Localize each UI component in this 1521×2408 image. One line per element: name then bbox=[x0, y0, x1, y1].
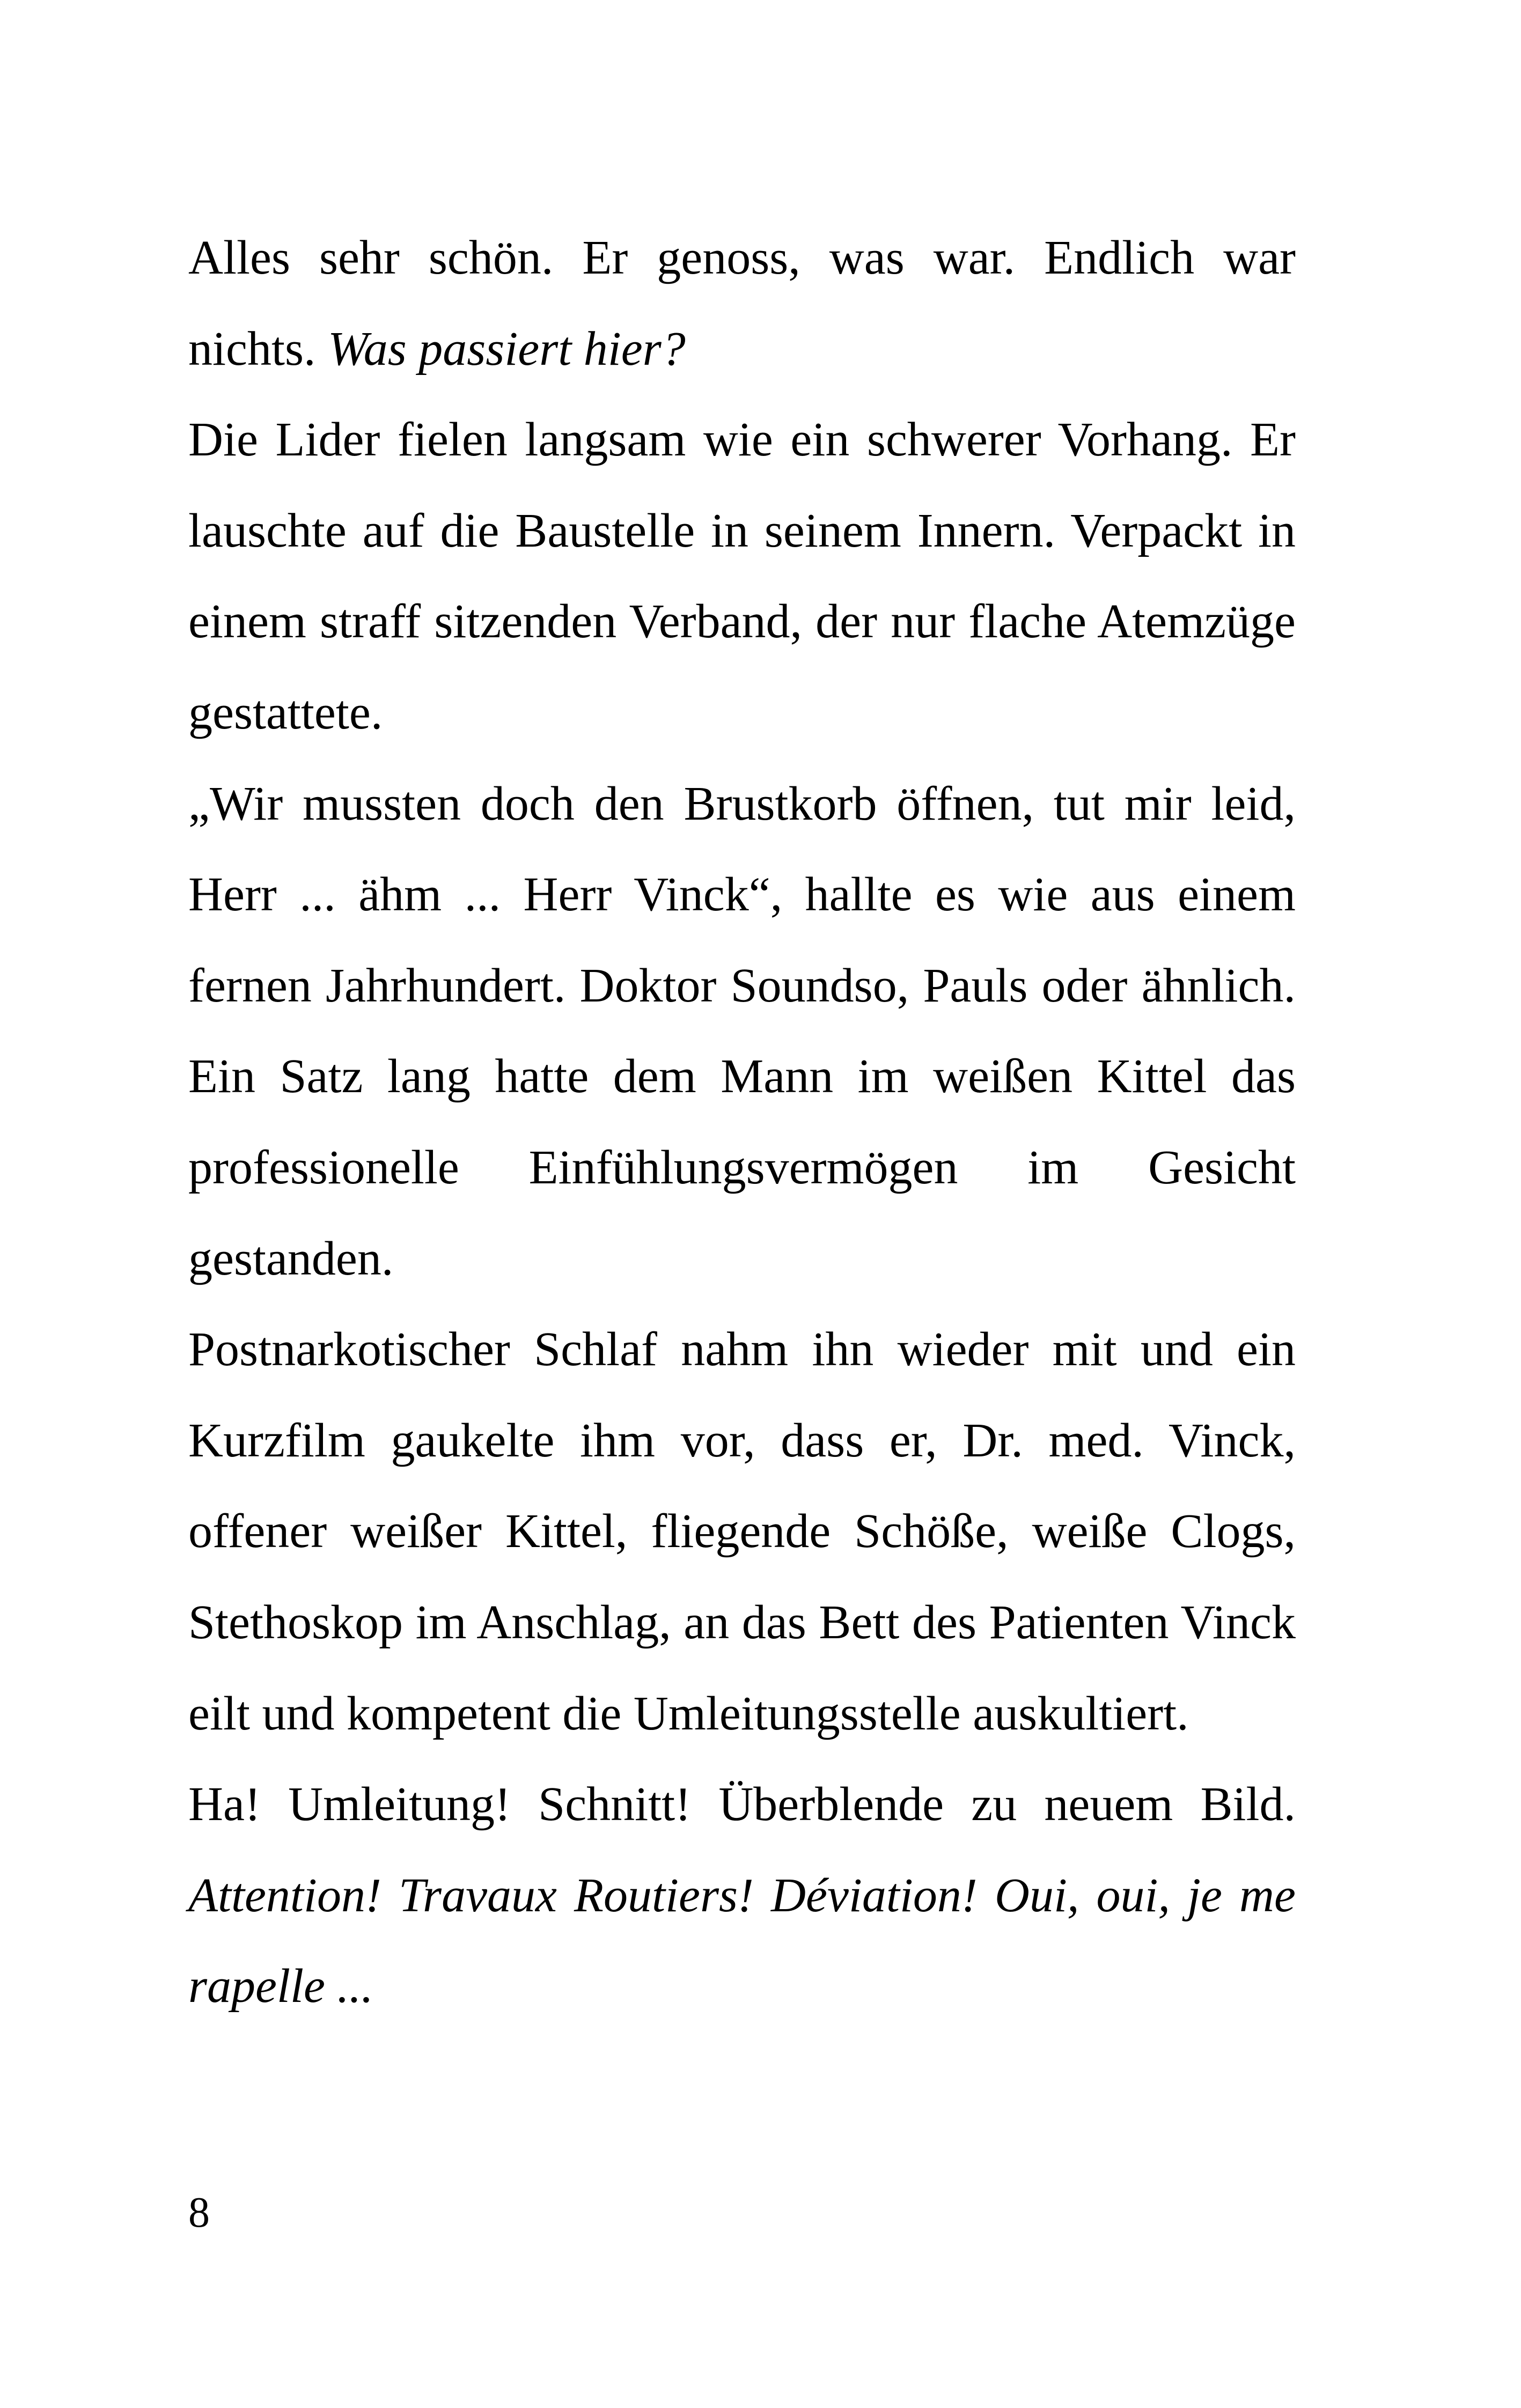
paragraph-5-text: Ha! Umleitung! Schnitt! Überblende zu neuem Bild. bbox=[188, 1778, 1296, 1831]
paragraph-1 bbox=[188, 212, 1296, 394]
paragraph-2-text: Die Lider fielen langsam wie ein schwerer Vorhang. Er lauschte auf die Baustelle in seinem Innern. Verpackt in einem straff sitzenden Verband, der nur flache Atemzüge gestattete. bbox=[188, 413, 1296, 739]
paragraph-5 bbox=[188, 1759, 1296, 1850]
paragraph-6 bbox=[188, 1850, 1296, 2032]
paragraph-4-text: Postnarkotischer Schlaf nahm ihn wieder mit und ein Kurzfilm gaukelte ihm vor, dass er, Dr. med. Vinck, offener weißer Kittel, fliegende Schöße, weiße Clogs, Stethoskop im Anschlag, an das Bett des Patienten Vinck eilt und kompetent die Umleitungsstelle auskultiert. bbox=[188, 1323, 1296, 1740]
paragraph-1-text: Alles sehr schön. Er genoss, was war. Endlich war nichts. bbox=[188, 231, 1296, 375]
page-number: 8 bbox=[188, 2189, 210, 2236]
paragraph-4 bbox=[188, 1304, 1296, 1759]
paragraph-3 bbox=[188, 759, 1296, 1305]
body-text bbox=[188, 212, 1296, 2032]
paragraph-6-italic-text: Attention! Travaux Routiers! Déviation! Oui, oui, je me rapelle ... bbox=[188, 1868, 1296, 2013]
paragraph-3-text: „Wir mussten doch den Brustkorb öffnen, tut mir leid, Herr ... ähm ... Herr Vinck“, hallte es wie aus einem fernen Jahrhundert. Doktor Soundso, Pauls oder ähnlich. Ein Satz lang hatte dem Mann im weißen Kittel das professionelle Einfühlungsvermögen im Gesicht gestanden. bbox=[188, 777, 1296, 1285]
paragraph-1-italic-question: Was passiert hier? bbox=[327, 322, 686, 375]
paragraph-2 bbox=[188, 394, 1296, 758]
